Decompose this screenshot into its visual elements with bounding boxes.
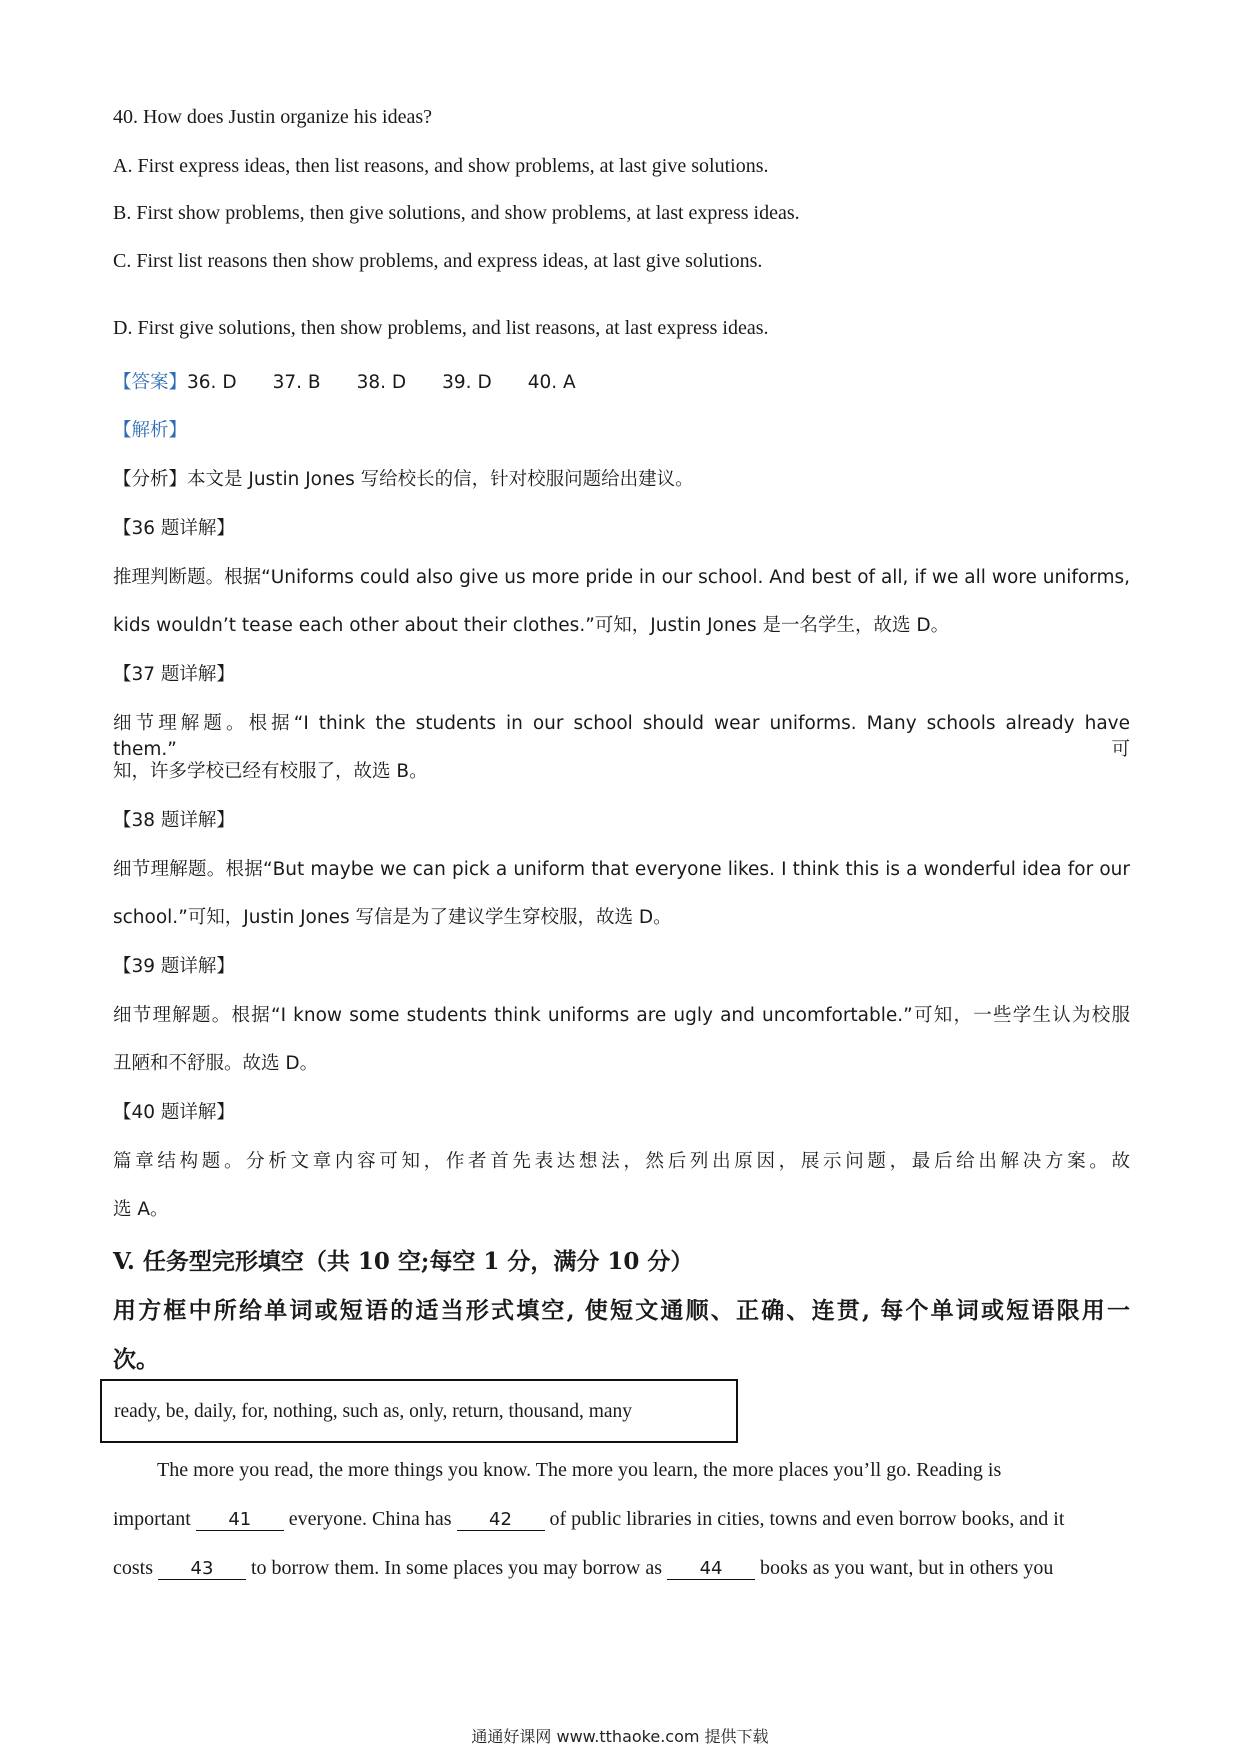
answer-line	[113, 368, 576, 394]
passage-line1: The more you read, the more things you know. The more you learn, the more places you’ll go. Reading is	[157, 1459, 1002, 1481]
answer-item: 40. A	[527, 372, 576, 393]
passage-line3	[113, 1557, 1053, 1580]
q38-heading: 【38 题详解】	[113, 810, 235, 831]
passage-text: of public libraries in cities, towns and even borrow books, and it	[549, 1508, 1065, 1530]
passage-text: everyone. China has	[288, 1508, 452, 1530]
q39-line2: 丑陋和不舒服。故选 D。	[113, 1053, 319, 1074]
analysis-label: 【解析】	[113, 420, 188, 441]
passage-text: to borrow them. In some places you may borrow as	[251, 1557, 663, 1579]
passage-text: books as you want, but in others you	[760, 1557, 1054, 1579]
passage-text: important	[113, 1508, 191, 1530]
q38-line1: 细节理解题。根据“But maybe we can pick a uniform that everyone likes. I think this is a wonderful idea for our	[113, 859, 1130, 880]
passage-text: costs	[113, 1557, 153, 1579]
question-stem: 40. How does Justin organize his ideas?	[113, 106, 433, 128]
option-c: C. First list reasons then show problems, and express ideas, at last give solutions.	[113, 250, 763, 272]
q38-line2: school.”可知，Justin Jones 写信是为了建议学生穿校服，故选 D。	[113, 907, 672, 928]
footer-watermark: 通通好课网 www.tthaoke.com 提供下载	[471, 1727, 769, 1746]
blank-42: 42	[457, 1510, 545, 1531]
blank-41: 41	[196, 1510, 284, 1531]
answer-item: 38. D	[356, 372, 407, 393]
answer-item: 37. B	[272, 372, 321, 393]
section-instruction-line2: 次。	[113, 1346, 159, 1373]
q39-heading: 【39 题详解】	[113, 956, 235, 977]
option-a: A. First express ideas, then list reasons, and show problems, at last give solutions.	[113, 155, 769, 177]
q40-line2: 选 A。	[113, 1199, 169, 1220]
q37-heading: 【37 题详解】	[113, 664, 235, 685]
q36-line1: 推理判断题。根据“Uniforms could also give us more pride in our school. And best of all, if we all wore uniforms,	[113, 567, 1130, 588]
q39-line1: 细节理解题。根据“I know some students think uniforms are ugly and uncomfortable.”可知，一些学生认为校服	[113, 1005, 1130, 1026]
option-b: B. First show problems, then give solutions, and show problems, at last express ideas.	[113, 202, 800, 224]
q36-line2: kids wouldn’t tease each other about their clothes.”可知，Justin Jones 是一名学生，故选 D。	[113, 615, 950, 636]
blank-43: 43	[158, 1559, 246, 1580]
blank-44: 44	[667, 1559, 755, 1580]
q36-heading: 【36 题详解】	[113, 518, 235, 539]
analysis-summary: 【分析】本文是 Justin Jones 写给校长的信，针对校服问题给出建议。	[113, 469, 694, 490]
word-box	[100, 1379, 738, 1443]
answer-item: 39. D	[442, 372, 492, 393]
q40-line1: 篇章结构题。分析文章内容可知，作者首先表达想法，然后列出原因，展示问题，最后给出解决方案。故	[113, 1151, 1130, 1172]
q40-heading: 【40 题详解】	[113, 1102, 235, 1123]
section-instruction-line1: 用方框中所给单词或短语的适当形式填空, 使短文通顺、正确、连贯, 每个单词或短语限用一	[113, 1297, 1130, 1324]
section-title: V. 任务型完形填空（共 10 空;每空 1 分，满分 10 分）	[113, 1248, 694, 1275]
option-d: D. First give solutions, then show problems, and list reasons, at last express ideas.	[113, 317, 769, 339]
word-box-text: ready, be, daily, for, nothing, such as, only, return, thousand, many	[114, 1401, 633, 1422]
q37-line1: 细节理解题。根据“I think the students in our school should wear uniforms. Many schools already have them.”可	[113, 713, 1130, 760]
answer-item: 36. D	[187, 372, 237, 393]
answer-label: 【答案】	[113, 372, 188, 393]
q37-line2: 知，许多学校已经有校服了，故选 B。	[113, 761, 428, 782]
passage-line2	[113, 1508, 1064, 1531]
